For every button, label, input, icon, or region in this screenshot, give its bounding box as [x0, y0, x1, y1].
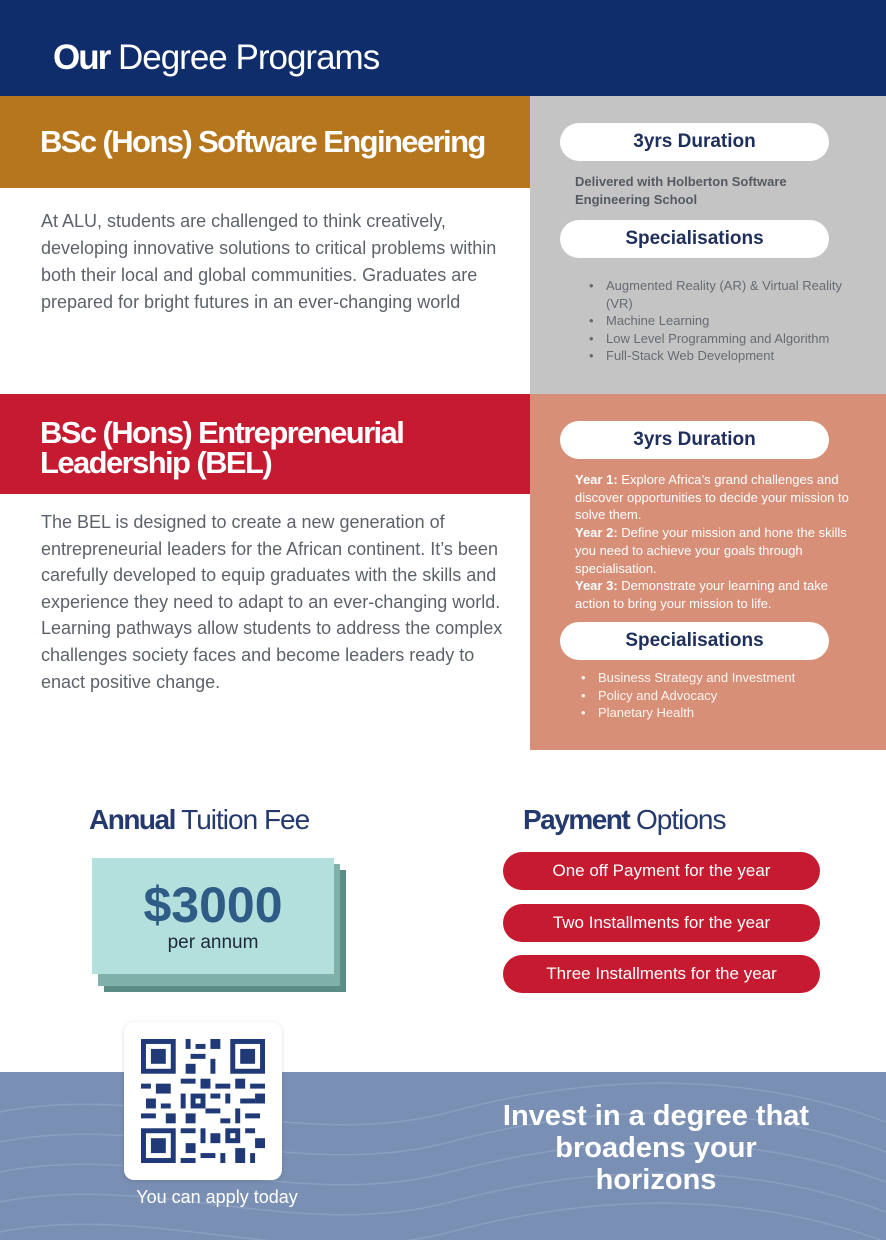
fee-unit: per annum — [167, 932, 259, 953]
list-item: • Policy and Advocacy — [576, 687, 856, 705]
specialisations-list — [584, 277, 864, 365]
year-breakdown — [575, 471, 865, 613]
year-item: Year 2: Define your mission and hone the skills you need to achieve your goals through specialisation. — [575, 525, 847, 576]
program-description: The BEL is designed to create a new generation of entrepreneurial leaders for the African continent. It’s been carefully developed to equip graduates with the skills and experience they need to adapt to an ever-changing world. Learning pathways allow students to address the complex challenges society faces and become leaders ready to enact positive change. — [41, 512, 503, 692]
duration-pill: 3yrs Duration — [560, 123, 829, 161]
specialisations-list — [576, 669, 856, 722]
list-item: • Business Strategy and Investment — [576, 669, 856, 687]
payment-option-two-installments[interactable]: Two Installments for the year — [503, 904, 820, 942]
qr-code-icon — [141, 1039, 265, 1163]
list-item: • Full-Stack Web Development — [584, 347, 864, 365]
program-description: At ALU, students are challenged to think creatively, developing innovative solutions to critical problems within both their local and global communities. Graduates are prepared for bright futures in an ever-changing world — [41, 211, 497, 312]
duration-pill: 3yrs Duration — [560, 421, 829, 459]
page-title: Our Degree Programs — [53, 38, 380, 77]
list-item: • Planetary Health — [576, 704, 856, 722]
list-item: • Augmented Reality (AR) & Virtual Reality (VR) — [584, 277, 864, 312]
payment-heading: Payment Options — [523, 804, 726, 835]
fee-card — [92, 858, 334, 974]
specialisations-pill: Specialisations — [560, 220, 829, 258]
delivered-with-note: Delivered with Holberton Software Engineering School — [575, 174, 787, 207]
specialisations-pill: Specialisations — [560, 622, 829, 660]
year-item: Year 3: Demonstrate your learning and take action to bring your mission to life. — [575, 578, 828, 611]
program-software-engineering-banner — [0, 96, 530, 188]
payment-option-one-off[interactable]: One off Payment for the year — [503, 852, 820, 890]
list-item: • Low Level Programming and Algorithm — [584, 330, 864, 348]
tuition-heading: Annual Tuition Fee — [89, 804, 310, 835]
payment-option-three-installments[interactable]: Three Installments for the year — [503, 955, 820, 993]
slogan: Invest in a degree that broadens your horizons — [502, 1100, 810, 1196]
page-header — [0, 0, 886, 96]
program-title: BSc (Hons) Entrepreneurial Leadership (BEL) — [40, 415, 404, 480]
list-item: • Machine Learning — [584, 312, 864, 330]
fee-amount: $3000 — [143, 877, 283, 933]
qr-code[interactable] — [124, 1022, 282, 1180]
year-item: Year 1: Explore Africa’s grand challenges and discover opportunities to decide your mission to solve them. — [575, 472, 849, 523]
apply-caption: You can apply today — [136, 1187, 298, 1207]
program-bel-banner — [0, 394, 530, 494]
program-title: BSc (Hons) Software Engineering — [40, 124, 485, 159]
